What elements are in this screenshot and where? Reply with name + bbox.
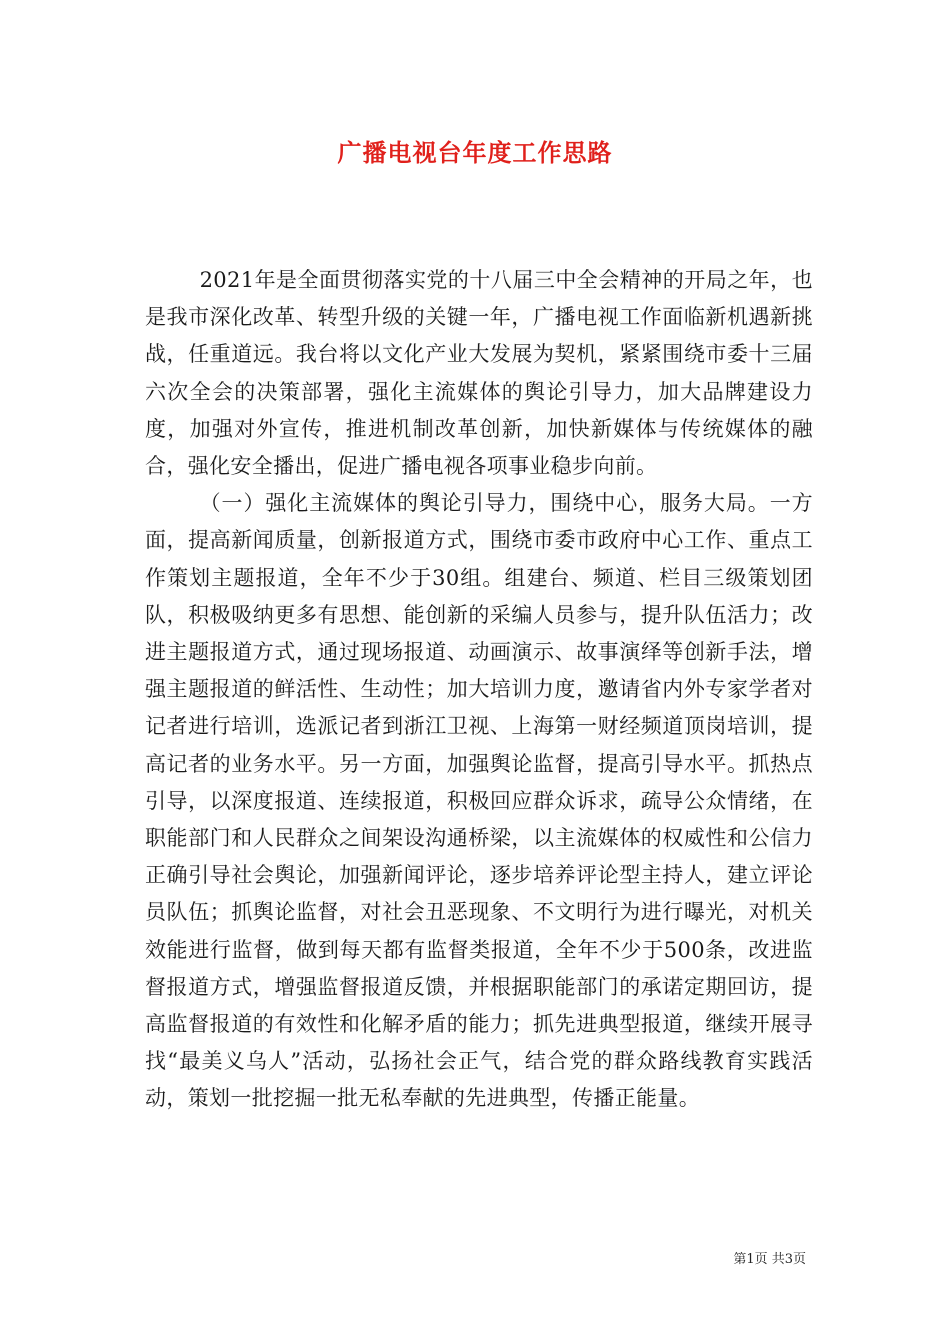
- page-number-footer: 第1页 共3页: [733, 1252, 806, 1267]
- document-title: 广播电视台年度工作思路: [337, 138, 613, 167]
- document-body: [145, 262, 813, 1118]
- paragraph-intro: 2021年是全面贯彻落实党的十八届三中全会精神的开局之年，也是我市深化改革、转型升级的关键一年，广播电视工作面临新机遇新挑战，任重道远。我台将以文化产业大发展为契机，紧紧围绕市委十三届六次全会的决策部署，强化主流媒体的舆论引导力，加大品牌建设力度，加强对外宣传，推进机制改革创新，加快新媒体与传统媒体的融合，强化安全播出，促进广播电视各项事业稳步向前。: [145, 268, 813, 479]
- paragraph-section-1: （一）强化主流媒体的舆论引导力，围绕中心，服务大局。一方面，提高新闻质量，创新报道方式，围绕市委市政府中心工作、重点工作策划主题报道，全年不少于30组。组建台、频道、栏目三级策划团队，积极吸纳更多有思想、能创新的采编人员参与，提升队伍活力；改进主题报道方式，通过现场报道、动画演示、故事演绎等创新手法，增强主题报道的鲜活性、生动性；加大培训力度，邀请省内外专家学者对记者进行培训，选派记者到浙江卫视、上海第一财经频道顶岗培训，提高记者的业务水平。另一方面，加强舆论监督，提高引导水平。抓热点引导，以深度报道、连续报道，积极回应群众诉求，疏导公众情绪，在职能部门和人民群众之间架设沟通桥梁，以主流媒体的权威性和公信力正确引导社会舆论，加强新闻评论，逐步培养评论型主持人，建立评论员队伍；抓舆论监督，对社会丑恶现象、不文明行为进行曝光，对机关效能进行监督，做到每天都有监督类报道，全年不少于500条，改进监督报道方式，增强监督报道反馈，并根据职能部门的承诺定期回访，提高监督报道的有效性和化解矛盾的能力；抓先进典型报道，继续开展寻找“最美义乌人”活动，弘扬社会正气，结合党的群众路线教育实践活动，策划一批挖掘一批无私奉献的先进典型，传播正能量。: [145, 491, 813, 1111]
